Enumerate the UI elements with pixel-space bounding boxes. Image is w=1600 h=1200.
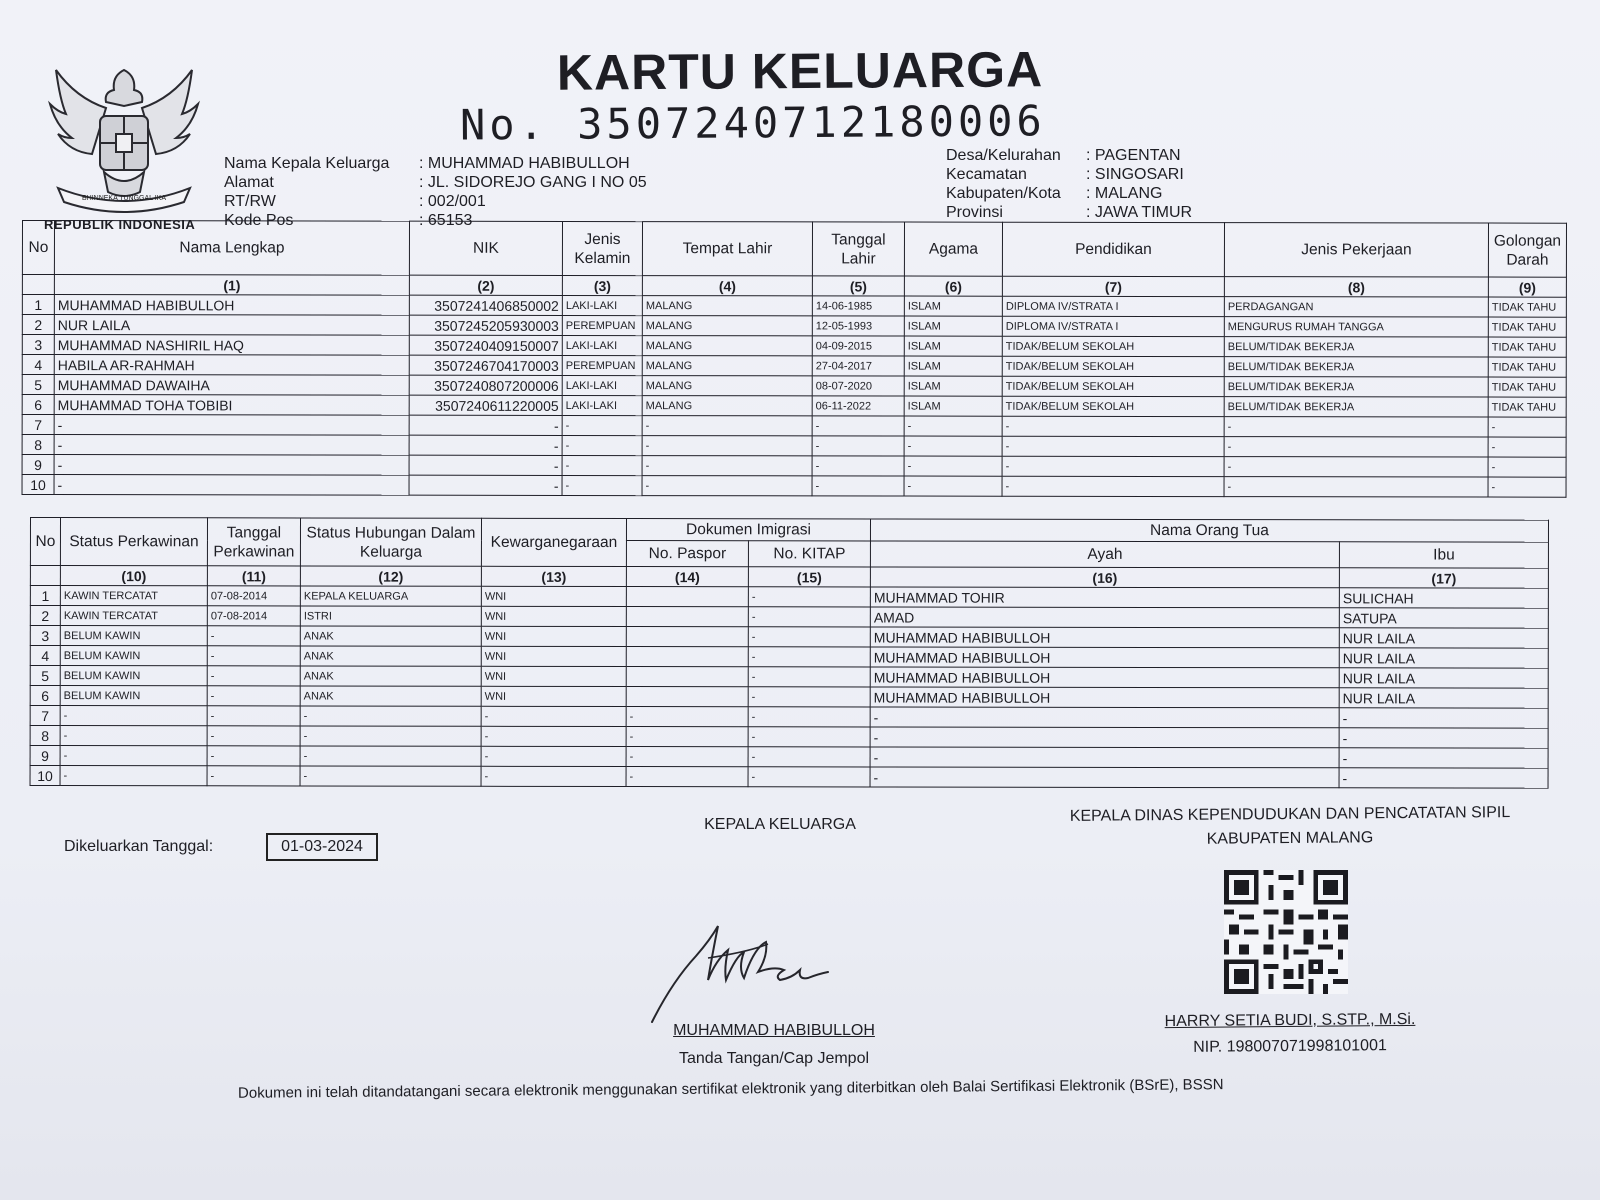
cell-mother: NUR LAILA — [1339, 628, 1548, 648]
cell-marital: BELUM KAWIN — [60, 646, 207, 666]
cell-no: 2 — [30, 606, 60, 626]
cell-name: MUHAMMAD HABIBULLOH — [54, 295, 409, 316]
table-row — [30, 746, 1548, 769]
official-nip: NIP. 198007071998101001 — [1193, 1037, 1387, 1056]
cell-marriage-date: - — [207, 766, 300, 786]
cell-passport — [626, 687, 748, 707]
cell-birthplace: MALANG — [642, 376, 812, 396]
cell-kitap: - — [748, 767, 870, 787]
cell-marital: KAWIN TERCATAT — [60, 586, 207, 606]
colnum: (10) — [60, 566, 207, 586]
address-value: : JL. SIDOREJO GANG I NO 05 — [419, 174, 647, 191]
cell-religion: - — [904, 476, 1002, 496]
cell-father: MUHAMMAD HABIBULLOH — [870, 647, 1339, 668]
table-row — [22, 375, 1566, 398]
head-name: MUHAMMAD HABIBULLOH — [673, 1022, 875, 1039]
cell-no: 6 — [30, 686, 60, 706]
cell-blood: TIDAK TAHU — [1488, 317, 1566, 337]
village-value: : PAGENTAN — [1086, 147, 1181, 164]
col-birthdate: Tanggal Lahir — [812, 222, 904, 276]
cell-no: 9 — [22, 455, 54, 475]
district-value: : SINGOSARI — [1086, 166, 1184, 183]
table-row — [30, 586, 1548, 609]
cell-birthdate: - — [812, 436, 904, 456]
cell-kitap: - — [748, 707, 870, 727]
cell-passport — [626, 607, 748, 627]
cell-education: TIDAK/BELUM SEKOLAH — [1002, 356, 1224, 376]
col-religion: Agama — [904, 222, 1002, 276]
cell-religion: ISLAM — [904, 316, 1002, 336]
cell-mother: - — [1339, 728, 1548, 748]
document-title: KARTU KELUARGA — [556, 41, 1044, 101]
cell-birthdate: 27-04-2017 — [812, 356, 904, 376]
cell-marital: KAWIN TERCATAT — [60, 606, 207, 626]
cell-marital: - — [60, 706, 207, 726]
cell-kitap: - — [748, 687, 870, 707]
cell-education: DIPLOMA IV/STRATA I — [1002, 316, 1224, 336]
svg-text:BHINNEKA TUNGGAL IKA: BHINNEKA TUNGGAL IKA — [81, 195, 167, 202]
cell-passport — [626, 647, 748, 667]
official-title-line2: KABUPATEN MALANG — [1206, 829, 1374, 848]
cell-birthdate: 04-09-2015 — [812, 336, 904, 356]
cell-gender: LAKI-LAKI — [562, 375, 642, 395]
table-row — [30, 706, 1548, 729]
cell-no: 7 — [30, 706, 60, 726]
cell-blood: - — [1488, 477, 1566, 497]
issued-date: 01-03-2024 — [266, 833, 378, 861]
table-row — [30, 666, 1548, 689]
cell-no: 10 — [22, 475, 54, 495]
col-citizenship: Kewarganegaraan — [481, 518, 626, 566]
cell-blood: TIDAK TAHU — [1488, 357, 1566, 377]
cell-relation: ANAK — [300, 666, 481, 686]
cell-kitap: - — [748, 647, 870, 667]
cell-gender: - — [562, 455, 642, 475]
cell-no: 2 — [22, 315, 54, 335]
colnum: (9) — [1488, 277, 1566, 297]
address-label: Alamat — [224, 174, 274, 191]
cell-citizenship: WNI — [481, 646, 626, 666]
cell-citizenship: - — [481, 726, 626, 746]
cell-no: 4 — [30, 646, 60, 666]
cell-marital: - — [60, 766, 207, 786]
cell-education: - — [1002, 436, 1224, 456]
province-value: : JAWA TIMUR — [1086, 204, 1193, 221]
regency-value: : MALANG — [1086, 185, 1163, 202]
cell-gender: PEREMPUAN — [562, 315, 642, 335]
cell-blood: TIDAK TAHU — [1488, 337, 1566, 357]
cell-birthdate: 12-05-1993 — [812, 316, 904, 336]
cell-father: MUHAMMAD HABIBULLOH — [870, 627, 1339, 648]
cell-no: 7 — [22, 415, 54, 435]
table-row — [22, 475, 1566, 498]
col-name: Nama Lengkap — [54, 221, 409, 276]
cell-passport — [626, 587, 748, 607]
cell-name: - — [54, 455, 409, 476]
cell-religion: ISLAM — [904, 336, 1002, 356]
cell-blood: TIDAK TAHU — [1488, 297, 1566, 317]
cell-nik: 3507241406850002 — [409, 295, 562, 315]
cell-birthplace: - — [642, 416, 812, 436]
colnum: (8) — [1224, 277, 1488, 297]
cell-father: MUHAMMAD HABIBULLOH — [870, 667, 1339, 688]
cell-occupation: BELUM/TIDAK BEKERJA — [1224, 357, 1488, 377]
cell-nik: 3507245205930003 — [409, 315, 562, 335]
official-name: HARRY SETIA BUDI, S.STP., M.Si. — [1164, 1010, 1416, 1031]
province-label: Provinsi — [946, 204, 1003, 221]
col-passport: No. Paspor — [626, 541, 748, 567]
table-row — [22, 335, 1566, 358]
colnum: (17) — [1339, 568, 1548, 588]
cell-marital: BELUM KAWIN — [60, 666, 207, 686]
cell-birthplace: MALANG — [642, 396, 812, 416]
cell-name: MUHAMMAD NASHIRIL HAQ — [54, 335, 409, 356]
col-no: No — [22, 221, 54, 275]
cell-marital: BELUM KAWIN — [60, 686, 207, 706]
cell-citizenship: - — [481, 746, 626, 766]
cell-relation: - — [300, 766, 481, 786]
table-row — [22, 455, 1566, 478]
family-card-number — [460, 96, 1160, 150]
cell-citizenship: WNI — [481, 666, 626, 686]
cell-kitap: - — [748, 747, 870, 767]
cell-blood: - — [1488, 437, 1566, 457]
cell-citizenship: - — [481, 706, 626, 726]
cell-occupation: - — [1224, 477, 1488, 497]
cell-occupation: MENGURUS RUMAH TANGGA — [1224, 317, 1488, 337]
table-row — [22, 415, 1566, 438]
cell-education: DIPLOMA IV/STRATA I — [1002, 296, 1224, 316]
table-row — [30, 626, 1548, 649]
garuda-emblem-icon — [44, 60, 204, 220]
cell-religion: ISLAM — [904, 376, 1002, 396]
cell-passport — [626, 627, 748, 647]
cell-nik: 3507240611220005 — [409, 395, 562, 415]
cell-education: TIDAK/BELUM SEKOLAH — [1002, 396, 1224, 416]
cell-religion: ISLAM — [904, 396, 1002, 416]
cell-mother: SULICHAH — [1339, 588, 1548, 608]
cell-name: - — [54, 475, 409, 496]
colnum: (5) — [812, 276, 904, 296]
cell-relation: ISTRI — [300, 606, 481, 626]
district-label: Kecamatan — [946, 166, 1027, 183]
cell-father: - — [870, 767, 1339, 788]
cell-no: 1 — [22, 295, 54, 315]
regency-label: Kabupaten/Kota — [946, 185, 1061, 202]
cell-relation: KEPALA KELUARGA — [300, 586, 481, 606]
official-title-line1: KEPALA DINAS KEPENDUDUKAN DAN PENCATATAN SIPIL — [1069, 804, 1511, 825]
cell-nik: 3507240409150007 — [409, 335, 562, 355]
cell-relation: ANAK — [300, 646, 481, 666]
table-row — [22, 355, 1566, 378]
cell-education: TIDAK/BELUM SEKOLAH — [1002, 336, 1224, 356]
table-row — [30, 646, 1548, 669]
cell-father: - — [870, 727, 1339, 748]
table-row — [30, 766, 1548, 789]
cell-religion: ISLAM — [904, 296, 1002, 316]
cell-birthplace: MALANG — [642, 296, 812, 316]
postal-label: Kode Pos — [224, 212, 294, 229]
cell-mother: SATUPA — [1339, 608, 1548, 628]
handwritten-signature — [648, 918, 858, 1028]
cell-citizenship: WNI — [481, 626, 626, 646]
cell-birthplace: MALANG — [642, 316, 812, 336]
table-row — [22, 435, 1566, 458]
cell-birthdate: - — [812, 476, 904, 496]
cell-religion: - — [904, 436, 1002, 456]
col2-no: No — [30, 518, 60, 566]
cell-no: 4 — [22, 355, 54, 375]
head-value: : MUHAMMAD HABIBULLOH — [419, 155, 630, 172]
cell-marriage-date: - — [207, 666, 300, 686]
cell-passport: - — [626, 767, 748, 787]
col-gender: Jenis Kelamin — [562, 221, 642, 275]
cell-birthplace: - — [642, 476, 812, 496]
cell-mother: - — [1339, 748, 1548, 768]
cell-marriage-date: - — [207, 726, 300, 746]
colnum-blank — [22, 275, 54, 295]
cell-no: 6 — [22, 395, 54, 415]
col-relation: Status Hubungan Dalam Keluarga — [300, 518, 481, 566]
colnum: (4) — [642, 276, 812, 296]
cell-birthdate: 06-11-2022 — [812, 396, 904, 416]
cell-nik: - — [409, 435, 562, 455]
cell-kitap: - — [748, 667, 870, 687]
cell-birthplace: MALANG — [642, 356, 812, 376]
cell-marital: BELUM KAWIN — [60, 626, 207, 646]
cell-marriage-date: - — [207, 686, 300, 706]
colnum: (14) — [626, 567, 748, 587]
cell-nik: - — [409, 455, 562, 475]
cell-marriage-date: 07-08-2014 — [207, 586, 300, 606]
cell-birthplace: - — [642, 456, 812, 476]
cell-gender: LAKI-LAKI — [562, 335, 642, 355]
cell-education: - — [1002, 456, 1224, 476]
cell-father: AMAD — [870, 607, 1339, 628]
cell-citizenship: WNI — [481, 606, 626, 626]
cell-relation: - — [300, 746, 481, 766]
cell-nik: - — [409, 415, 562, 435]
cell-occupation: - — [1224, 457, 1488, 477]
cell-nik: - — [409, 475, 562, 495]
cell-passport: - — [626, 707, 748, 727]
cell-religion: - — [904, 456, 1002, 476]
cell-marriage-date: - — [207, 746, 300, 766]
col-nik: NIK — [409, 221, 562, 275]
col-birthplace: Tempat Lahir — [642, 222, 812, 276]
cell-name: HABILA AR-RAHMAH — [54, 355, 409, 376]
cell-no: 8 — [30, 726, 60, 746]
colnum: (7) — [1002, 276, 1224, 296]
colnum: (3) — [562, 275, 642, 295]
cell-birthdate: 08-07-2020 — [812, 376, 904, 396]
colnum: (12) — [300, 566, 481, 586]
cell-relation: - — [300, 706, 481, 726]
cell-father: MUHAMMAD TOHIR — [870, 587, 1339, 608]
cell-mother: NUR LAILA — [1339, 668, 1548, 688]
cell-gender: - — [562, 475, 642, 495]
head-signature-title: KEPALA KELUARGA — [704, 816, 856, 833]
colnum: (2) — [409, 275, 562, 295]
col-education: Pendidikan — [1002, 222, 1224, 276]
table-row — [22, 315, 1566, 338]
cell-kitap: - — [748, 587, 870, 607]
number-value: 3507240712180006 — [576, 96, 1046, 149]
cell-birthplace: MALANG — [642, 336, 812, 356]
family-info-right — [946, 146, 1192, 222]
cell-marital: - — [60, 726, 207, 746]
colnum: (6) — [904, 276, 1002, 296]
cell-blood: TIDAK TAHU — [1488, 377, 1566, 397]
cell-marital: - — [60, 746, 207, 766]
cell-mother: NUR LAILA — [1339, 688, 1548, 708]
cell-no: 9 — [30, 746, 60, 766]
col-parents: Nama Orang Tua — [870, 519, 1548, 542]
cell-marriage-date: 07-08-2014 — [207, 606, 300, 626]
cell-no: 3 — [30, 626, 60, 646]
cell-gender: - — [562, 415, 642, 435]
head-label: Nama Kepala Keluarga — [224, 155, 390, 172]
cell-citizenship: - — [481, 766, 626, 786]
members-table — [22, 220, 1567, 498]
cell-name: MUHAMMAD DAWAIHA — [54, 375, 409, 396]
col-occupation: Jenis Pekerjaan — [1224, 223, 1488, 277]
cell-education: - — [1002, 416, 1224, 436]
cell-passport: - — [626, 727, 748, 747]
table-row — [30, 686, 1548, 709]
cell-relation: - — [300, 726, 481, 746]
col-father: Ayah — [870, 541, 1339, 568]
col-marriage-date: Tanggal Perkawinan — [207, 518, 300, 566]
cell-relation: ANAK — [300, 626, 481, 646]
cell-gender: LAKI-LAKI — [562, 295, 642, 315]
cell-mother: - — [1339, 768, 1548, 788]
cell-no: 3 — [22, 335, 54, 355]
table-row — [22, 295, 1566, 318]
table-row — [30, 606, 1548, 629]
issued-label: Dikeluarkan Tanggal: — [64, 838, 214, 855]
electronic-signature-disclaimer: Dokumen ini telah ditandatangani secara elektronik menggunakan sertifikat elektronik yang diterbitkan oleh Balai Sertifikasi Elektronik (BSrE), BSSN — [237, 1076, 1224, 1102]
cell-marriage-date: - — [207, 646, 300, 666]
family-info-left — [224, 154, 647, 230]
cell-occupation: - — [1224, 417, 1488, 437]
village-label: Desa/Kelurahan — [946, 147, 1061, 164]
colnum: (15) — [748, 567, 870, 587]
cell-gender: LAKI-LAKI — [562, 395, 642, 415]
colnum: (1) — [54, 275, 409, 296]
cell-nik: 3507246704170003 — [409, 355, 562, 375]
cell-no: 8 — [22, 435, 54, 455]
cell-gender: PEREMPUAN — [562, 355, 642, 375]
col-marital: Status Perkawinan — [60, 518, 207, 566]
colnum: (13) — [481, 566, 626, 586]
table-row — [30, 726, 1548, 749]
cell-marriage-date: - — [207, 706, 300, 726]
qr-code-icon — [1224, 870, 1348, 994]
rtrw-label: RT/RW — [224, 193, 276, 210]
cell-no: 5 — [30, 666, 60, 686]
col-immigration: Dokumen Imigrasi — [626, 519, 870, 541]
rtrw-value: : 002/001 — [419, 193, 486, 210]
cell-name: MUHAMMAD TOHA TOBIBI — [54, 395, 409, 416]
cell-kitap: - — [748, 627, 870, 647]
cell-father: - — [870, 707, 1339, 728]
cell-father: MUHAMMAD HABIBULLOH — [870, 687, 1339, 708]
cell-blood: - — [1488, 417, 1566, 437]
cell-mother: - — [1339, 708, 1548, 728]
cell-birthdate: 14-06-1985 — [812, 296, 904, 316]
number-label: No. — [459, 99, 549, 150]
cell-father: - — [870, 747, 1339, 768]
cell-relation: ANAK — [300, 686, 481, 706]
col-kitap: No. KITAP — [748, 541, 870, 567]
cell-citizenship: WNI — [481, 686, 626, 706]
status-parents-table — [30, 517, 1549, 789]
cell-blood: TIDAK TAHU — [1488, 397, 1566, 417]
country-label: REPUBLIK INDONESIA — [44, 217, 196, 232]
cell-no: 1 — [30, 586, 60, 606]
cell-birthdate: - — [812, 456, 904, 476]
cell-marriage-date: - — [207, 626, 300, 646]
cell-birthdate: - — [812, 416, 904, 436]
cell-occupation: BELUM/TIDAK BEKERJA — [1224, 397, 1488, 417]
table-row — [22, 395, 1566, 418]
colnum: (16) — [870, 567, 1339, 588]
cell-birthplace: - — [642, 436, 812, 456]
cell-occupation: BELUM/TIDAK BEKERJA — [1224, 377, 1488, 397]
cell-name: NUR LAILA — [54, 315, 409, 336]
cell-passport: - — [626, 747, 748, 767]
cell-occupation: PERDAGANGAN — [1224, 297, 1488, 317]
cell-kitap: - — [748, 607, 870, 627]
cell-blood: - — [1488, 457, 1566, 477]
cell-nik: 3507240807200006 — [409, 375, 562, 395]
cell-no: 10 — [30, 766, 60, 786]
cell-gender: - — [562, 435, 642, 455]
cell-religion: ISLAM — [904, 356, 1002, 376]
cell-passport — [626, 667, 748, 687]
colnum-blank — [30, 566, 60, 586]
cell-no: 5 — [22, 375, 54, 395]
cell-education: - — [1002, 476, 1224, 496]
cell-occupation: - — [1224, 437, 1488, 457]
colnum: (11) — [207, 566, 300, 586]
cell-name: - — [54, 415, 409, 436]
cell-education: TIDAK/BELUM SEKOLAH — [1002, 376, 1224, 396]
cell-kitap: - — [748, 727, 870, 747]
col-mother: Ibu — [1339, 542, 1548, 568]
postal-value: : 65153 — [419, 212, 473, 229]
col-blood: Golongan Darah — [1488, 223, 1566, 277]
cell-occupation: BELUM/TIDAK BEKERJA — [1224, 337, 1488, 357]
cell-religion: - — [904, 416, 1002, 436]
signature-caption: Tanda Tangan/Cap Jempol — [678, 1050, 870, 1067]
cell-mother: NUR LAILA — [1339, 648, 1548, 668]
cell-name: - — [54, 435, 409, 456]
cell-citizenship: WNI — [481, 586, 626, 606]
